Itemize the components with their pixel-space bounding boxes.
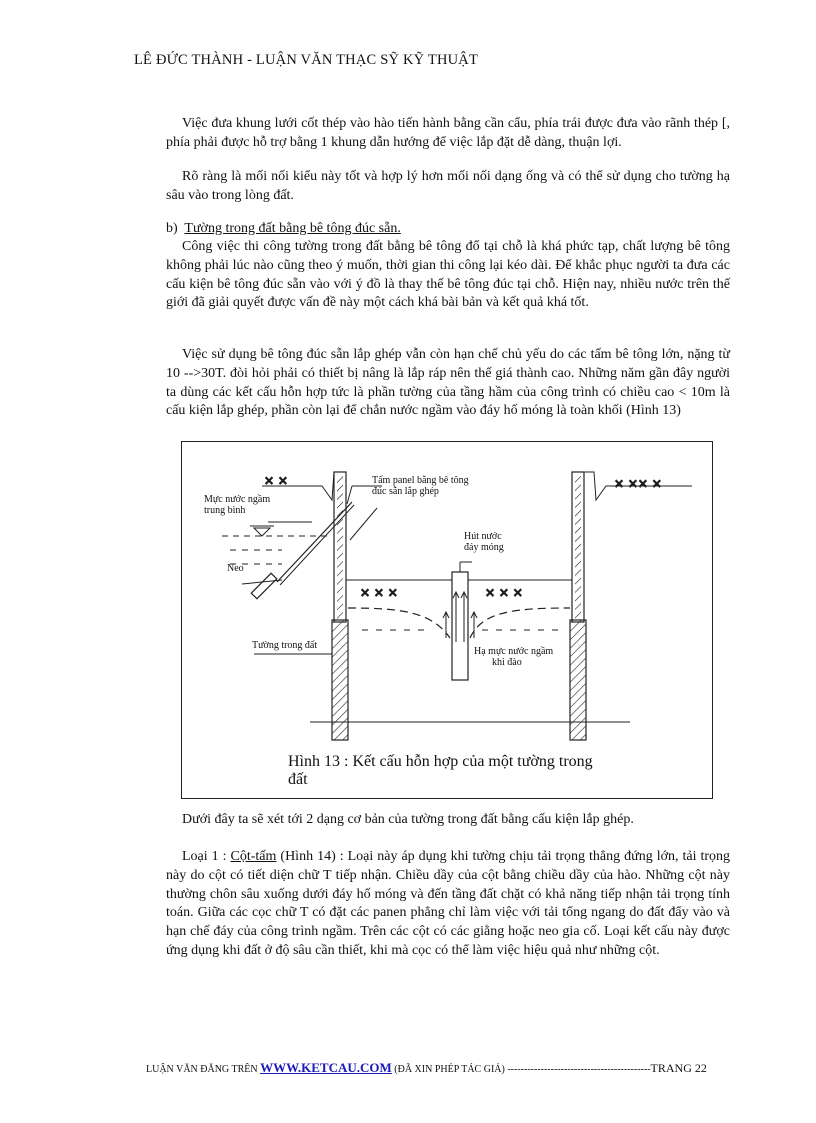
paragraph-4: Việc sử dụng bê tông đúc sẵn lắp ghép vẫn còn hạn chế chủ yếu do các tấm bê tông lớn, nặng từ 10 -->30T. đòi hỏi phải có thiết bị nâng là lắp ráp nên thế giá thành cao. Những năm gần đây người ta dùng các kết cấu hỗn hợp tức là phần tường của tầng hầm của công trình có chiều cao < 10m là cấu kiện lắp ghép, phần còn lại để chắn nước ngầm vào đáy hố móng là toàn khối (Hình 13) [166,347,730,419]
page-header: LÊ ĐỨC THÀNH - LUẬN VĂN THẠC SỸ KỸ THUẬT [134,52,479,68]
type1-term: Cột-tấm [230,849,277,864]
label-wall: Tường trong đất [252,640,318,651]
paragraph-5: Dưới đây ta sẽ xét tới 2 dạng cơ bản của tường trong đất bằng cấu kiện lắp ghép. [182,812,634,827]
label-anchor: Neo [227,563,244,574]
label-pump: Hút nước đáy móng [464,531,504,553]
page-footer: LUẬN VĂN ĐĂNG TRÊN WWW.KETCAU.COM (ĐÃ XIN PHÉP TÁC GIẢ) -------------------------------------------TRANG 22 [146,1060,707,1075]
label-panel: Tấm panel bằng bê tông đúc sẵn lắp ghép [372,475,469,497]
figure-13 [181,441,713,799]
drawdown-curve-right [470,608,570,638]
svg-text:✕ ✕✕ ✕: ✕ ✕✕ ✕ [614,477,662,491]
page-number: TRANG 22 [650,1061,707,1075]
water-level-marker [254,528,270,536]
section-b-prefix: b) [166,221,178,236]
svg-text:✕ ✕: ✕ ✕ [264,474,288,488]
paragraph-2: Rõ ràng là mối nối kiểu này tốt và hợp lý hơn mối nối dạng ống và có thể sử dụng cho tường hạ sâu vào trong lòng đất. [166,169,730,203]
anchor-head [251,573,276,598]
svg-text:✕ ✕ ✕: ✕ ✕ ✕ [360,586,398,600]
paragraph-3: Công việc thi công tường trong đất bằng bê tông đổ tại chỗ là khá phức tạp, chất lượng bê tông không phải lúc nào cũng theo ý muốn, thời gian thi công lại kéo dài. Để khắc phục người ta đưa các cấu kiện bê tông đúc sẵn vào với ý đồ là thay thế bê tông đúc tại chỗ. Hiện nay, nhiều nước trên thế giới đã giải quyết được vấn đề này một cách khá bài bản và kết quả khá tốt. [166,239,730,311]
section-b-heading [166,221,401,237]
label-lowering: Hạ mực nước ngầm khi đào [474,646,554,668]
paragraph-6: Loại 1 : Cột-tấm (Hình 14) : Loại này áp dụng khi tường chịu tải trọng thẳng đứng lớn, tải trọng này do cột có tiết diện chữ T tiếp nhận. Chiều dầy của cột bằng chiều dầy của hào. Những cột này thường chôn sâu xuống dưới đáy hố móng và đến tầng đất chặt có khả năng tiếp nhận tải trọng tính toán. Giữa các cọc chữ T có đặt các panen phẳng chỉ làm việc với tải tổng ngang do đất đẩy vào và hạn chế đáy của công trình ngầm. Trên các cột có các giằng hoặc neo gia cố. Loại kết cấu này được ứng dụng khi đất ở độ sâu cần thiết, khi mà cọc có thể làm việc hiệu quả như những cột. [166,849,731,958]
footer-website-link[interactable]: WWW.KETCAU.COM [260,1060,392,1075]
svg-text:✕ ✕ ✕: ✕ ✕ ✕ [485,586,523,600]
label-water-table: Mực nước ngầm trung bình [204,494,271,516]
section-b-title: Tường trong đất bằng bê tông đúc sẵn. [184,221,401,236]
dewatering-well [452,572,468,680]
figure-caption: Hình 13 : Kết cấu hỗn hợp của một tường trong đất [288,753,593,788]
drawdown-curve-left [348,608,450,638]
paragraph-1: Việc đưa khung lưới cốt thép vào hào tiến hành bằng cần cẩu, phía trái được đưa vào rãnh thép [, phía phải được hỗ trợ bằng 1 khung dẫn hướng để việc lắp đặt dễ dàng, thuận lợi. [166,116,730,150]
